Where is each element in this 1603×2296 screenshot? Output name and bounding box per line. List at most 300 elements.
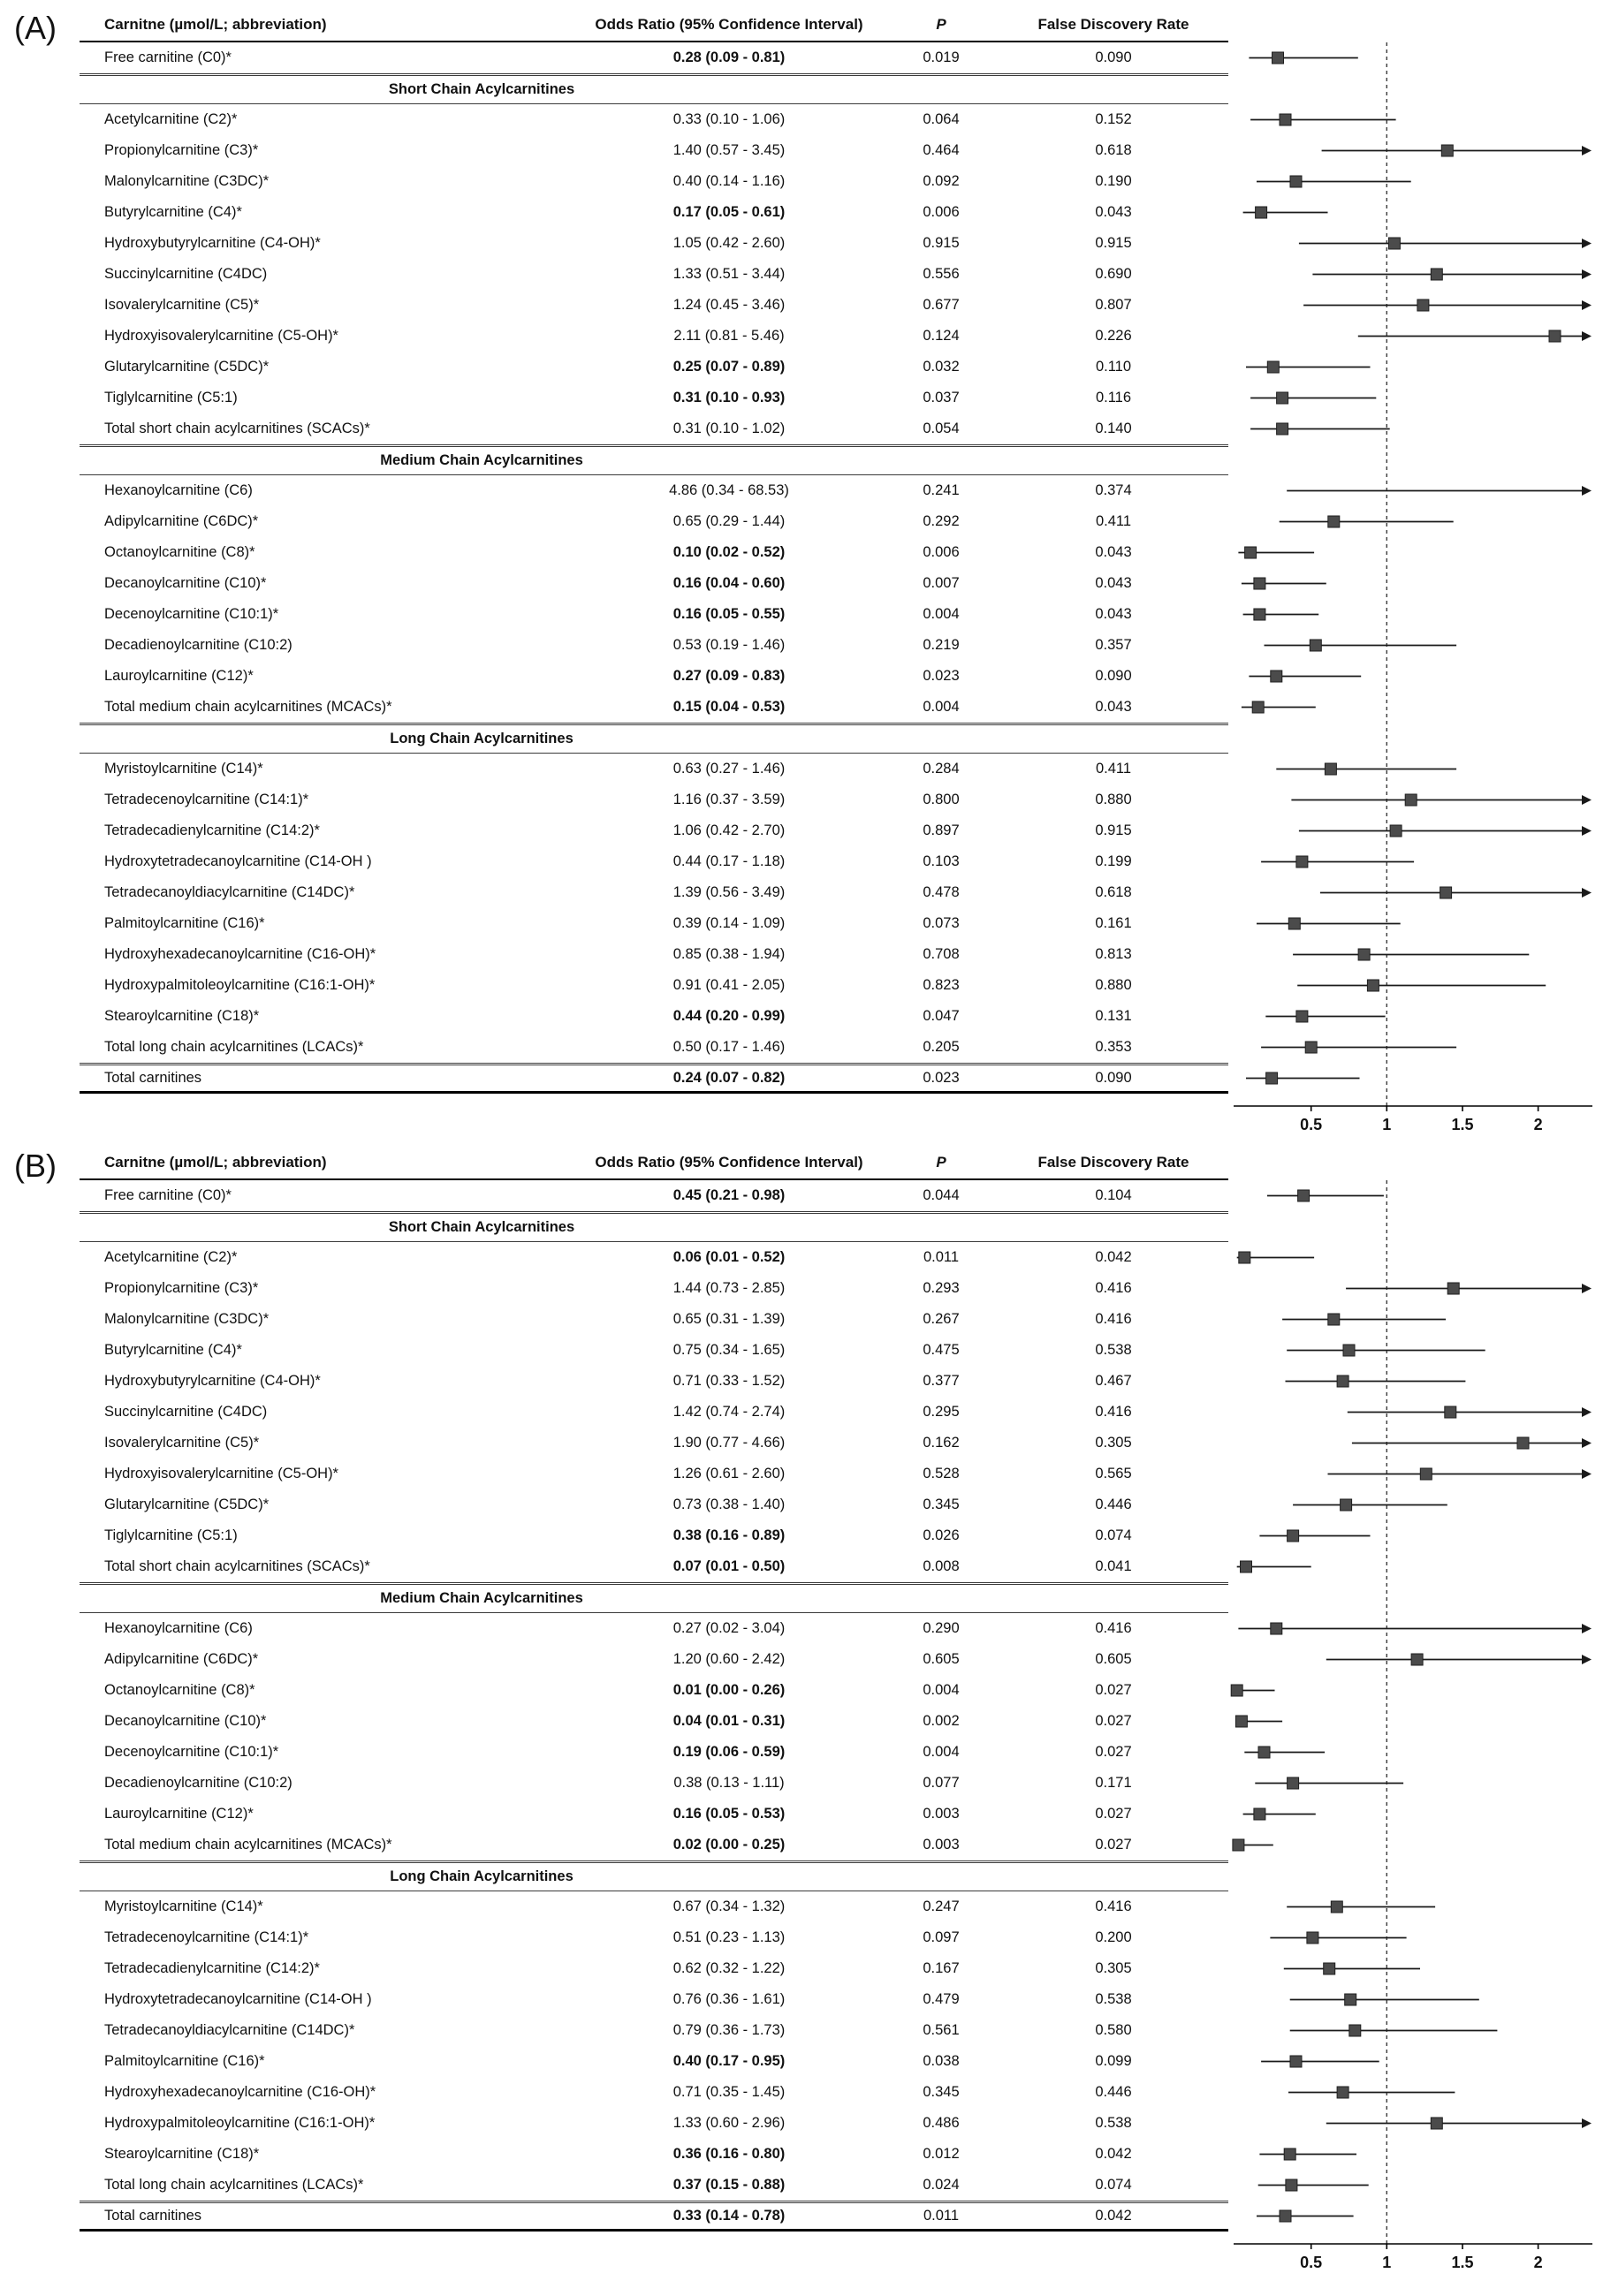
carnitine-name: Total medium chain acylcarnitines (MCACs)*	[104, 1837, 392, 1853]
p-value: 0.037	[923, 390, 960, 405]
section-header-row	[80, 73, 1228, 104]
table-header-row	[80, 1147, 1228, 1180]
carnitine-name: Hydroxypalmitoleoylcarnitine (C16:1-OH)*	[104, 2115, 376, 2131]
fdr-value: 0.915	[1095, 235, 1132, 251]
p-value: 0.073	[923, 915, 960, 931]
fdr-value: 0.131	[1095, 1008, 1132, 1024]
fdr-value: 0.152	[1095, 111, 1132, 127]
p-value: 0.162	[923, 1435, 960, 1451]
fdr-value: 0.416	[1095, 1311, 1132, 1327]
section-title: Long Chain Acylcarnitines	[390, 731, 574, 746]
axis-tick-label: 0.5	[1300, 2254, 1323, 2271]
fdr-value: 0.042	[1095, 2208, 1132, 2224]
p-value: 0.026	[923, 1527, 960, 1543]
or-marker	[1517, 1437, 1529, 1449]
p-value: 0.064	[923, 111, 960, 127]
odds-ratio-ci: 0.28 (0.09 - 0.81)	[672, 49, 786, 65]
arrow-right-icon	[1582, 486, 1592, 496]
table-row	[80, 2201, 1228, 2232]
carnitine-name: Lauroylcarnitine (C12)*	[104, 1806, 254, 1822]
table-row	[80, 1644, 1228, 1675]
table-row	[80, 754, 1228, 784]
or-marker	[1280, 2210, 1291, 2222]
fdr-value: 0.807	[1095, 297, 1132, 313]
fdr-value: 0.116	[1095, 390, 1132, 405]
or-marker	[1358, 949, 1370, 960]
carnitine-name: Glutarylcarnitine (C5DC)*	[104, 1497, 270, 1512]
odds-ratio-ci: 0.15 (0.04 - 0.53)	[672, 699, 786, 715]
fdr-value: 0.110	[1095, 359, 1132, 375]
odds-ratio-ci: 0.71 (0.35 - 1.45)	[672, 2084, 786, 2100]
or-marker	[1405, 794, 1417, 806]
odds-ratio-ci: 0.07 (0.01 - 0.50)	[672, 1558, 786, 1574]
carnitine-name: Tetradecenoylcarnitine (C14:1)*	[104, 1929, 309, 1945]
odds-ratio-ci: 0.71 (0.33 - 1.52)	[672, 1373, 786, 1389]
odds-ratio-ci: 0.51 (0.23 - 1.13)	[672, 1929, 786, 1945]
carnitine-name: Total medium chain acylcarnitines (MCACs)*	[104, 699, 392, 715]
p-value: 0.605	[923, 1651, 960, 1667]
p-value: 0.823	[923, 977, 960, 993]
carnitine-name: Decadienoylcarnitine (C10:2)	[104, 1775, 292, 1791]
table-row	[80, 2108, 1228, 2139]
or-marker	[1328, 1314, 1340, 1325]
or-marker	[1431, 269, 1442, 280]
odds-ratio-ci: 0.39 (0.14 - 1.09)	[672, 915, 786, 931]
carnitine-name: Hexanoylcarnitine (C6)	[104, 1620, 253, 1636]
p-value: 0.167	[923, 1960, 960, 1976]
odds-ratio-ci: 0.06 (0.01 - 0.52)	[672, 1249, 786, 1265]
p-value: 0.003	[923, 1837, 960, 1853]
odds-ratio-ci: 2.11 (0.81 - 5.46)	[673, 328, 785, 344]
p-value: 0.345	[923, 1497, 960, 1512]
fdr-value: 0.190	[1095, 173, 1132, 189]
carnitine-name: Lauroylcarnitine (C12)*	[104, 668, 254, 684]
table-row	[80, 352, 1228, 383]
p-value: 0.219	[923, 637, 960, 653]
or-marker	[1296, 1011, 1308, 1022]
p-value: 0.241	[923, 482, 960, 498]
section-title: Short Chain Acylcarnitines	[388, 81, 575, 97]
p-value: 0.290	[923, 1620, 960, 1636]
p-value: 0.677	[923, 297, 960, 313]
or-marker	[1254, 609, 1265, 620]
p-value: 0.292	[923, 513, 960, 529]
carnitine-name: Stearoylcarnitine (C18)*	[104, 2146, 260, 2162]
plot-area	[1234, 1180, 1596, 2274]
carnitine-name: Acetylcarnitine (C2)*	[104, 111, 238, 127]
carnitine-name: Palmitoylcarnitine (C16)*	[104, 2053, 265, 2069]
carnitine-name: Tiglylcarnitine (C5:1)	[104, 390, 238, 405]
carnitine-name: Hydroxybutyrylcarnitine (C4-OH)*	[104, 1373, 321, 1389]
table-row	[80, 1063, 1228, 1094]
p-value: 0.077	[923, 1775, 960, 1791]
odds-ratio-ci: 0.37 (0.15 - 0.88)	[672, 2177, 786, 2193]
table-row	[80, 197, 1228, 228]
or-marker	[1388, 238, 1400, 249]
arrow-right-icon	[1582, 795, 1592, 805]
fdr-value: 0.813	[1095, 946, 1132, 962]
table-row	[80, 1922, 1228, 1953]
p-value: 0.092	[923, 173, 960, 189]
carnitine-name: Total long chain acylcarnitines (LCACs)*	[104, 2177, 364, 2193]
carnitine-name: Tetradecenoylcarnitine (C14:1)*	[104, 792, 309, 807]
carnitine-name: Propionylcarnitine (C3)*	[104, 142, 259, 158]
fdr-value: 0.416	[1095, 1404, 1132, 1420]
p-value: 0.478	[923, 884, 960, 900]
axis-tick-label: 0.5	[1300, 1116, 1323, 1133]
p-value: 0.004	[923, 1744, 960, 1760]
carnitine-name: Myristoylcarnitine (C14)*	[104, 1898, 263, 1914]
fdr-value: 0.074	[1095, 1527, 1132, 1543]
odds-ratio-ci: 1.16 (0.37 - 3.59)	[672, 792, 786, 807]
table-row	[80, 1273, 1228, 1304]
section-header-row	[80, 1860, 1228, 1891]
or-marker	[1417, 299, 1429, 311]
fdr-value: 0.618	[1095, 142, 1132, 158]
odds-ratio-ci: 0.31 (0.10 - 1.02)	[672, 421, 786, 436]
fdr-value: 0.538	[1095, 2115, 1132, 2131]
fdr-value: 0.446	[1095, 2084, 1132, 2100]
fdr-value: 0.043	[1095, 544, 1132, 560]
fdr-value: 0.140	[1095, 421, 1132, 436]
p-value: 0.377	[923, 1373, 960, 1389]
carnitine-name: Tetradecadienylcarnitine (C14:2)*	[104, 1960, 320, 1976]
table-row	[80, 475, 1228, 506]
odds-ratio-ci: 0.67 (0.34 - 1.32)	[672, 1898, 786, 1914]
odds-ratio-ci: 0.31 (0.10 - 0.93)	[672, 390, 786, 405]
p-value: 0.205	[923, 1039, 960, 1055]
fdr-value: 0.027	[1095, 1682, 1132, 1698]
table-row	[80, 1242, 1228, 1273]
p-value: 0.024	[923, 2177, 960, 2193]
odds-ratio-ci: 0.62 (0.32 - 1.22)	[672, 1960, 786, 1976]
table-row	[80, 259, 1228, 290]
carnitine-name: Hydroxybutyrylcarnitine (C4-OH)*	[104, 235, 321, 251]
odds-ratio-ci: 1.33 (0.60 - 2.96)	[672, 2115, 786, 2131]
column-header-fdr: False Discovery Rate	[1037, 1154, 1189, 1171]
or-marker	[1290, 176, 1302, 187]
table-row	[80, 1489, 1228, 1520]
carnitine-name: Hydroxytetradecanoylcarnitine (C14-OH )	[104, 853, 372, 869]
or-marker	[1258, 1747, 1270, 1758]
odds-ratio-ci: 0.16 (0.04 - 0.60)	[672, 575, 786, 591]
odds-ratio-ci: 0.38 (0.13 - 1.11)	[673, 1775, 785, 1791]
odds-ratio-ci: 0.75 (0.34 - 1.65)	[672, 1342, 786, 1358]
or-marker	[1310, 640, 1321, 651]
odds-ratio-ci: 0.85 (0.38 - 1.94)	[672, 946, 786, 962]
odds-ratio-ci: 0.27 (0.09 - 0.83)	[672, 668, 786, 684]
or-marker	[1325, 763, 1336, 775]
table-row	[80, 630, 1228, 661]
p-value: 0.479	[923, 1991, 960, 2007]
odds-ratio-ci: 0.40 (0.17 - 0.95)	[672, 2053, 786, 2069]
table-row	[80, 1891, 1228, 1922]
fdr-value: 0.305	[1095, 1435, 1132, 1451]
axis-tick-label: 2	[1533, 2254, 1543, 2271]
table-body	[80, 1180, 1228, 2232]
carnitine-name: Hexanoylcarnitine (C6)	[104, 482, 253, 498]
fdr-value: 0.565	[1095, 1466, 1132, 1481]
carnitine-name: Octanoylcarnitine (C8)*	[104, 1682, 255, 1698]
fdr-value: 0.199	[1095, 853, 1132, 869]
fdr-value: 0.027	[1095, 1744, 1132, 1760]
table-row	[80, 1706, 1228, 1737]
table-row	[80, 1984, 1228, 2015]
p-value: 0.012	[923, 2146, 960, 2162]
p-value: 0.247	[923, 1898, 960, 1914]
table-row	[80, 2170, 1228, 2201]
odds-ratio-ci: 0.01 (0.00 - 0.26)	[672, 1682, 786, 1698]
table-row	[80, 1032, 1228, 1063]
fdr-value: 0.690	[1095, 266, 1132, 282]
table-row	[80, 1768, 1228, 1799]
fdr-value: 0.416	[1095, 1280, 1132, 1296]
axis-tick-label: 1.5	[1451, 2254, 1474, 2271]
carnitine-name: Propionylcarnitine (C3)*	[104, 1280, 259, 1296]
odds-ratio-ci: 0.63 (0.27 - 1.46)	[672, 761, 786, 777]
p-value: 0.486	[923, 2115, 960, 2131]
or-marker	[1337, 1375, 1348, 1387]
carnitine-name: Hydroxyisovalerylcarnitine (C5-OH)*	[104, 328, 338, 344]
table-row	[80, 846, 1228, 877]
odds-ratio-ci: 0.16 (0.05 - 0.53)	[672, 1806, 786, 1822]
table-row	[80, 290, 1228, 321]
or-marker	[1390, 825, 1402, 837]
table-row	[80, 2046, 1228, 2077]
table-row	[80, 1799, 1228, 1830]
odds-ratio-ci: 0.53 (0.19 - 1.46)	[672, 637, 786, 653]
fdr-value: 0.027	[1095, 1837, 1132, 1853]
section-header-row	[80, 1211, 1228, 1242]
fdr-value: 0.042	[1095, 1249, 1132, 1265]
odds-ratio-ci: 0.33 (0.14 - 0.78)	[672, 2208, 786, 2224]
or-marker	[1331, 1901, 1342, 1913]
carnitine-name: Tetradecanoyldiacylcarnitine (C14DC)*	[104, 884, 355, 900]
or-marker	[1286, 2179, 1297, 2191]
carnitine-name: Isovalerylcarnitine (C5)*	[104, 297, 260, 313]
p-value: 0.124	[923, 328, 960, 344]
fdr-value: 0.043	[1095, 606, 1132, 622]
or-marker	[1345, 1994, 1356, 2005]
or-marker	[1447, 1283, 1459, 1294]
p-value: 0.004	[923, 606, 960, 622]
arrow-right-icon	[1582, 239, 1592, 248]
p-value: 0.003	[923, 1806, 960, 1822]
or-marker	[1267, 361, 1279, 373]
or-marker	[1324, 1963, 1335, 1974]
column-header-odds-ratio: Odds Ratio (95% Confidence Interval)	[595, 1154, 863, 1171]
p-value: 0.561	[923, 2022, 960, 2038]
odds-ratio-ci: 0.79 (0.36 - 1.73)	[672, 2022, 786, 2038]
p-value: 0.047	[923, 1008, 960, 1024]
p-value: 0.295	[923, 1404, 960, 1420]
or-marker	[1349, 2025, 1361, 2036]
table-row	[80, 166, 1228, 197]
carnitine-name: Hydroxyhexadecanoylcarnitine (C16-OH)*	[104, 2084, 376, 2100]
fdr-value: 0.305	[1095, 1960, 1132, 1976]
p-value: 0.011	[923, 1249, 960, 1265]
odds-ratio-ci: 0.45 (0.21 - 0.98)	[672, 1187, 786, 1203]
fdr-value: 0.090	[1095, 1070, 1132, 1086]
fdr-value: 0.374	[1095, 482, 1132, 498]
section-header-row	[80, 444, 1228, 475]
p-value: 0.528	[923, 1466, 960, 1481]
fdr-value: 0.357	[1095, 637, 1132, 653]
arrow-right-icon	[1582, 1284, 1592, 1293]
p-value: 0.284	[923, 761, 960, 777]
carnitine-name: Decanoylcarnitine (C10)*	[104, 1713, 267, 1729]
carnitine-name: Isovalerylcarnitine (C5)*	[104, 1435, 260, 1451]
section-header-row	[80, 723, 1228, 754]
odds-ratio-ci: 0.10 (0.02 - 0.52)	[672, 544, 786, 560]
table-row	[80, 970, 1228, 1001]
or-marker	[1256, 207, 1267, 218]
p-value: 0.044	[923, 1187, 960, 1203]
or-marker	[1271, 1623, 1282, 1634]
arrow-right-icon	[1582, 300, 1592, 310]
or-marker	[1343, 1345, 1355, 1356]
arrow-right-icon	[1582, 2118, 1592, 2128]
p-value: 0.475	[923, 1342, 960, 1358]
table-body	[80, 42, 1228, 1094]
fdr-value: 0.915	[1095, 822, 1132, 838]
fdr-value: 0.538	[1095, 1342, 1132, 1358]
table-row	[80, 661, 1228, 692]
table-row	[80, 815, 1228, 846]
p-value: 0.004	[923, 699, 960, 715]
carnitine-name: Butyrylcarnitine (C4)*	[104, 204, 242, 220]
table-row	[80, 1520, 1228, 1551]
odds-ratio-ci: 0.17 (0.05 - 0.61)	[672, 204, 786, 220]
carnitine-name: Octanoylcarnitine (C8)*	[104, 544, 255, 560]
carnitine-name: Decenoylcarnitine (C10:1)*	[104, 1744, 279, 1760]
forest-plot	[1234, 42, 1596, 1136]
p-value: 0.556	[923, 266, 960, 282]
fdr-value: 0.090	[1095, 668, 1132, 684]
odds-ratio-ci: 4.86 (0.34 - 68.53)	[669, 482, 789, 498]
fdr-value: 0.027	[1095, 1806, 1132, 1822]
or-marker	[1277, 423, 1288, 435]
odds-ratio-ci: 0.76 (0.36 - 1.61)	[672, 1991, 786, 2007]
carnitine-name: Succinylcarnitine (C4DC)	[104, 266, 268, 282]
fdr-value: 0.027	[1095, 1713, 1132, 1729]
odds-ratio-ci: 0.02 (0.00 - 0.25)	[672, 1837, 786, 1853]
or-marker	[1288, 918, 1300, 929]
odds-ratio-ci: 0.50 (0.17 - 1.46)	[672, 1039, 786, 1055]
carnitine-name: Total carnitines	[104, 2208, 202, 2224]
odds-ratio-ci: 0.25 (0.07 - 0.89)	[672, 359, 786, 375]
panel-label: (A)	[14, 10, 57, 46]
odds-ratio-ci: 1.05 (0.42 - 2.60)	[672, 235, 786, 251]
odds-ratio-ci: 0.19 (0.06 - 0.59)	[672, 1744, 786, 1760]
table-header-row	[80, 9, 1228, 42]
or-marker	[1241, 1561, 1252, 1572]
plot-area	[1234, 42, 1596, 1136]
table-row	[80, 1551, 1228, 1582]
arrow-right-icon	[1582, 146, 1592, 155]
table-row	[80, 1675, 1228, 1706]
or-marker	[1252, 701, 1264, 713]
or-marker	[1273, 52, 1284, 64]
axis-tick-label: 1	[1382, 1116, 1392, 1133]
forest-panel	[14, 9, 1598, 1136]
carnitine-name: Malonylcarnitine (C3DC)*	[104, 1311, 270, 1327]
or-marker	[1284, 2148, 1295, 2160]
p-value: 0.708	[923, 946, 960, 962]
table-row	[80, 537, 1228, 568]
table-row	[80, 877, 1228, 908]
odds-ratio-ci: 0.44 (0.17 - 1.18)	[672, 853, 786, 869]
arrow-right-icon	[1582, 331, 1592, 341]
carnitine-name: Tiglylcarnitine (C5:1)	[104, 1527, 238, 1543]
fdr-value: 0.446	[1095, 1497, 1132, 1512]
odds-ratio-ci: 0.27 (0.02 - 3.04)	[672, 1620, 786, 1636]
results-table	[80, 9, 1228, 1094]
odds-ratio-ci: 1.90 (0.77 - 4.66)	[672, 1435, 786, 1451]
p-value: 0.004	[923, 1682, 960, 1698]
table-row	[80, 1737, 1228, 1768]
carnitine-name: Free carnitine (C0)*	[104, 49, 232, 65]
arrow-right-icon	[1582, 1655, 1592, 1664]
table-row	[80, 568, 1228, 599]
carnitine-name: Decadienoylcarnitine (C10:2)	[104, 637, 292, 653]
odds-ratio-ci: 0.44 (0.20 - 0.99)	[672, 1008, 786, 1024]
carnitine-name: Adipylcarnitine (C6DC)*	[104, 1651, 259, 1667]
arrow-right-icon	[1582, 826, 1592, 836]
p-value: 0.032	[923, 359, 960, 375]
column-header-odds-ratio: Odds Ratio (95% Confidence Interval)	[595, 16, 863, 33]
p-value: 0.011	[923, 2208, 960, 2224]
table-row	[80, 2139, 1228, 2170]
p-value: 0.054	[923, 421, 960, 436]
odds-ratio-ci: 0.38 (0.16 - 0.89)	[672, 1527, 786, 1543]
p-value: 0.023	[923, 1070, 960, 1086]
table-row	[80, 1335, 1228, 1366]
fdr-value: 0.041	[1095, 1558, 1132, 1574]
odds-ratio-ci: 1.40 (0.57 - 3.45)	[672, 142, 786, 158]
carnitine-name: Butyrylcarnitine (C4)*	[104, 1342, 242, 1358]
or-marker	[1254, 1808, 1265, 1820]
arrow-right-icon	[1582, 269, 1592, 279]
or-marker	[1307, 1932, 1318, 1944]
p-value: 0.002	[923, 1713, 960, 1729]
odds-ratio-ci: 1.24 (0.45 - 3.46)	[672, 297, 786, 313]
carnitine-name: Glutarylcarnitine (C5DC)*	[104, 359, 270, 375]
table-row	[80, 383, 1228, 413]
carnitine-name: Adipylcarnitine (C6DC)*	[104, 513, 259, 529]
results-table	[80, 1147, 1228, 2232]
fdr-value: 0.074	[1095, 2177, 1132, 2193]
or-marker	[1288, 1777, 1299, 1789]
table-row	[80, 2077, 1228, 2108]
fdr-value: 0.226	[1095, 328, 1132, 344]
table-row	[80, 692, 1228, 723]
fdr-value: 0.605	[1095, 1651, 1132, 1667]
table-row	[80, 1953, 1228, 1984]
p-value: 0.038	[923, 2053, 960, 2069]
odds-ratio-ci: 0.24 (0.07 - 0.82)	[672, 1070, 786, 1086]
table-row	[80, 413, 1228, 444]
odds-ratio-ci: 1.33 (0.51 - 3.44)	[672, 266, 786, 282]
column-header-carnitine: Carnitne (µmol/L; abbreviation)	[104, 16, 327, 33]
odds-ratio-ci: 1.20 (0.60 - 2.42)	[672, 1651, 786, 1667]
or-marker	[1367, 980, 1379, 991]
fdr-value: 0.880	[1095, 977, 1132, 993]
fdr-value: 0.200	[1095, 1929, 1132, 1945]
p-value: 0.345	[923, 2084, 960, 2100]
fdr-value: 0.099	[1095, 2053, 1132, 2069]
section-header-row	[80, 1582, 1228, 1613]
